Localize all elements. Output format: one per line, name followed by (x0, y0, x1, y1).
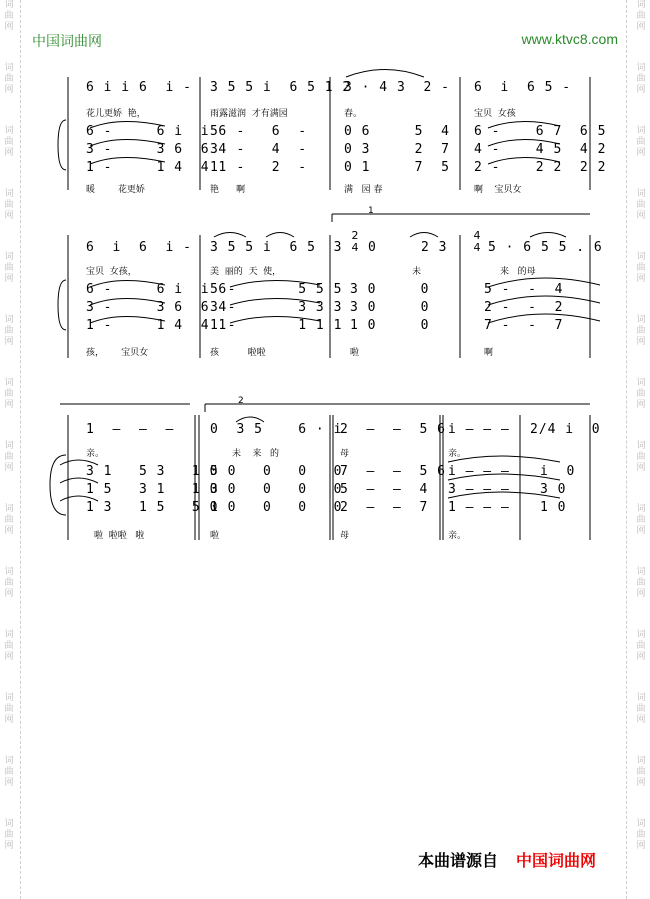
watermark-glyph: 网 (636, 400, 646, 410)
site-name[interactable]: 中国词曲网 (32, 34, 102, 50)
watermark-glyph: 网 (4, 526, 14, 536)
source-site-link[interactable]: 中国词曲网 (516, 851, 597, 870)
source-credit (418, 848, 596, 871)
watermark-glyph: 词 (636, 756, 646, 766)
chord-mid-4: 4 - 4 5 4 2 (474, 142, 607, 157)
watermark-gap (635, 789, 647, 819)
watermark-glyph: 网 (4, 22, 14, 32)
chord-top-10: 5 0 0 0 0 (210, 464, 343, 479)
watermark-glyph: 词 (4, 252, 14, 262)
watermark-glyph: 曲 (636, 452, 646, 462)
watermark-glyph: 网 (4, 400, 14, 410)
watermark-glyph: 曲 (636, 515, 646, 525)
watermark-glyph: 网 (4, 274, 14, 284)
watermark-gap (635, 600, 647, 630)
watermark-glyph: 网 (636, 274, 646, 284)
watermark-glyph: 网 (4, 463, 14, 473)
watermark-glyph: 词 (4, 315, 14, 325)
watermark-glyph: 曲 (636, 830, 646, 840)
watermark-glyph: 词 (4, 504, 14, 514)
melody-measure-8: 5 · 6 5 5 . 6 (488, 240, 603, 255)
watermark-gap (635, 852, 647, 882)
lyrics-measure-9: 亲。 (86, 449, 105, 459)
lyrics-measure-1: 花儿更娇 艳， (86, 109, 146, 119)
watermark-glyph: 网 (4, 85, 14, 95)
watermark-glyph: 曲 (4, 704, 14, 714)
chord-bot-4: 2 - 2 2 2 2 (474, 160, 607, 175)
lyrics2-measure-4: 啊 宝贝女 (474, 185, 522, 195)
chord-bot-1: 1 - 1 4 4 1 (86, 160, 228, 175)
watermark-glyph: 曲 (4, 389, 14, 399)
chord-bot-8: 7 - - 7 (484, 318, 564, 333)
watermark-glyph: 曲 (4, 137, 14, 147)
lyrics-measure-12: 亲。 (448, 449, 467, 459)
chord-bot-2: 1 - 2 - (210, 160, 308, 175)
chord-bot-3: 0 1 7 5 (344, 160, 450, 175)
melody-measure-3: 3 · 4 3 2 - (344, 80, 450, 95)
watermark-glyph: 网 (636, 337, 646, 347)
watermark-glyph: 词 (636, 63, 646, 73)
time-sig-denominator: 4 (473, 241, 481, 254)
chord-bot-5: 1 - 1 4 4 1 (86, 318, 228, 333)
watermark-glyph: 词 (4, 819, 14, 829)
watermark-glyph: 网 (4, 715, 14, 725)
chord-mid-10: 3 0 0 0 0 (210, 482, 343, 497)
watermark-glyph: 网 (4, 652, 14, 662)
watermark-gap (3, 789, 15, 819)
chord-mid-2: 3 - 4 - (210, 142, 308, 157)
watermark-glyph: 曲 (636, 389, 646, 399)
watermark-glyph: 曲 (636, 326, 646, 336)
watermark-gap (3, 726, 15, 756)
watermark-glyph: 网 (4, 589, 14, 599)
chord-top-11: 7 — — 5 6 (340, 464, 446, 479)
melody-measure-1: 6 i i 6 i - (86, 80, 192, 95)
chord-top-4: 6 - 6 7 6 5 (474, 124, 607, 139)
score-system-1 (0, 0, 650, 200)
watermark-glyph: 网 (636, 211, 646, 221)
chord-bot-9: 1 3 1 5 5 0 (86, 500, 219, 515)
watermark-glyph: 词 (4, 189, 14, 199)
lyrics-measure-8: 来 的母 (500, 267, 536, 277)
chord-bot-7: 1 0 0 (350, 318, 430, 333)
site-url[interactable]: www.ktvc8.com (521, 31, 618, 47)
chord-mid-1: 3 - 3 6 6 4 (86, 142, 228, 157)
chord-top-13: i 0 (540, 464, 576, 479)
time-sig-numerator: 2 (351, 229, 359, 242)
watermark-glyph: 网 (4, 337, 14, 347)
chord-mid-9: 1 5 3 1 1 0 (86, 482, 219, 497)
time-sig-numerator: 4 (473, 229, 481, 242)
lyrics-measure-3: 春。 (344, 109, 363, 119)
chord-mid-7: 3 0 0 (350, 300, 430, 315)
chord-mid-3: 0 3 2 7 (344, 142, 450, 157)
watermark-glyph: 词 (4, 693, 14, 703)
watermark-glyph: 词 (4, 63, 14, 73)
chord-top-5: 6 - 6 i i 6 (86, 282, 228, 297)
lyrics-measure-7: 未 (412, 267, 422, 277)
chord-bot-13: 1 0 (540, 500, 567, 515)
watermark-glyph: 词 (636, 630, 646, 640)
lyrics2-measure-12: 亲。 (448, 531, 467, 541)
watermark-glyph: 词 (4, 630, 14, 640)
watermark-glyph: 曲 (4, 326, 14, 336)
watermark-gap (3, 600, 15, 630)
watermark-glyph: 曲 (4, 767, 14, 777)
watermark-gap (3, 852, 15, 882)
watermark-glyph: 网 (636, 589, 646, 599)
watermark-glyph: 曲 (4, 515, 14, 525)
chord-bot-10: 1 0 0 0 0 (210, 500, 343, 515)
watermark-glyph: 网 (636, 778, 646, 788)
chord-mid-6: 3 - 3 3 3 (210, 300, 343, 315)
lyrics-measure-4: 宝贝 女孩 (474, 109, 516, 119)
watermark-glyph: 词 (4, 756, 14, 766)
melody-measure-12: i — — — (448, 422, 510, 437)
watermark-glyph: 曲 (4, 200, 14, 210)
watermark-glyph: 词 (636, 693, 646, 703)
lyrics2-measure-2: 艳 啊 (210, 185, 246, 195)
time-sig-denominator: 4 (351, 241, 359, 254)
chord-top-2: 5 - 6 - (210, 124, 308, 139)
watermark-glyph: 曲 (4, 11, 14, 21)
lyrics2-measure-6: 孩 啦啦 (210, 348, 266, 358)
chord-top-7: 3 0 0 (350, 282, 430, 297)
watermark-glyph: 网 (636, 652, 646, 662)
lyrics-measure-6: 美 丽的 天 使， (210, 267, 282, 277)
volta-2-label: 2 (238, 396, 244, 406)
melody-measure-13: 2/4 i 0 (530, 422, 601, 437)
chord-top-1: 6 - 6 i i 6 (86, 124, 228, 139)
chord-top-8: 5 - - 4 (484, 282, 564, 297)
chord-bot-12: 1 — — — (448, 500, 510, 515)
watermark-glyph: 曲 (636, 263, 646, 273)
watermark-glyph: 词 (4, 0, 14, 10)
chord-top-6: 5 - 5 5 5 (210, 282, 343, 297)
watermark-glyph: 曲 (4, 578, 14, 588)
chord-bot-6: 1 - 1 1 1 (210, 318, 343, 333)
chord-mid-11: 5 — — 4 (340, 482, 429, 497)
watermark-glyph: 词 (636, 378, 646, 388)
lyrics-measure-2: 雨露滋润 才有满园 (210, 109, 288, 119)
watermark-glyph: 曲 (4, 452, 14, 462)
watermark-glyph: 网 (636, 526, 646, 536)
watermark-glyph: 词 (636, 567, 646, 577)
melody-measure-10: 0 3 5 6 · i (210, 422, 343, 437)
watermark-glyph: 曲 (4, 641, 14, 651)
chord-top-12: i — — — (448, 464, 510, 479)
watermark-glyph: 网 (636, 463, 646, 473)
chord-mid-5: 3 - 3 6 6 4 (86, 300, 228, 315)
watermark-glyph: 曲 (636, 578, 646, 588)
lyrics-measure-11: 母 (340, 449, 350, 459)
lyrics2-measure-1: 暖 花更娇 (86, 185, 145, 195)
chord-bot-11: 2 — — 7 (340, 500, 429, 515)
watermark-glyph: 网 (4, 778, 14, 788)
melody-measure-9: 1 — — — (86, 422, 175, 437)
melody-measure-5: 6 i 6 i - (86, 240, 192, 255)
lyrics2-measure-5: 孩， 宝贝女 (86, 348, 149, 358)
melody-measure-4: 6 i 6 5 - (474, 80, 572, 95)
chord-mid-8: 2 - - 2 (484, 300, 564, 315)
watermark-glyph: 词 (636, 504, 646, 514)
watermark-gap (3, 663, 15, 693)
volta-1-label: 1 (368, 206, 374, 216)
watermark-glyph: 词 (636, 315, 646, 325)
watermark-gap (635, 726, 647, 756)
watermark-glyph: 曲 (636, 767, 646, 777)
lyrics2-measure-3: 满 园 春 (344, 185, 383, 195)
watermark-glyph: 曲 (636, 641, 646, 651)
watermark-gap (635, 663, 647, 693)
watermark-glyph: 曲 (4, 830, 14, 840)
time-signature-2-4 (350, 230, 360, 254)
lyrics2-measure-8: 啊 (484, 348, 494, 358)
watermark-glyph: 网 (4, 211, 14, 221)
lyrics-measure-5: 宝贝 女孩， (86, 267, 137, 277)
watermark-glyph: 曲 (4, 263, 14, 273)
lyrics2-measure-7: 啦 (350, 348, 360, 358)
watermark-glyph: 网 (636, 148, 646, 158)
lyrics2-measure-10: 啦 (210, 531, 220, 541)
time-signature-4-4 (472, 230, 482, 254)
lyrics2-measure-11: 母 (340, 531, 350, 541)
watermark-glyph: 曲 (636, 11, 646, 21)
watermark-glyph: 词 (4, 441, 14, 451)
lyrics-measure-10: 未 来 的 (232, 449, 280, 459)
chord-mid-13: 3 0 (540, 482, 567, 497)
watermark-glyph: 网 (636, 841, 646, 851)
melody-measure-11: 2 — — 5 6 (340, 422, 446, 437)
lyrics2-measure-9: 啦 啦啦 啦 (94, 531, 145, 541)
melody-measure-6: 3 5 5 i 6 5 3 (210, 240, 343, 255)
watermark-glyph: 曲 (4, 74, 14, 84)
score-system-3 (0, 390, 650, 550)
score-system-2 (0, 200, 650, 370)
chord-top-3: 0 6 5 4 (344, 124, 450, 139)
watermark-glyph: 网 (4, 841, 14, 851)
watermark-glyph: 词 (636, 441, 646, 451)
watermark-glyph: 曲 (636, 200, 646, 210)
watermark-glyph: 词 (636, 0, 646, 10)
watermark-glyph: 网 (636, 85, 646, 95)
watermark-glyph: 曲 (636, 137, 646, 147)
watermark-glyph: 网 (636, 715, 646, 725)
melody-measure-2: 3 5 5 i 6 5 1 2 (210, 80, 352, 95)
watermark-glyph: 词 (636, 126, 646, 136)
watermark-glyph: 曲 (636, 704, 646, 714)
watermark-glyph: 网 (4, 148, 14, 158)
watermark-glyph: 词 (4, 378, 14, 388)
watermark-glyph: 词 (636, 819, 646, 829)
chord-top-9: 3 1 5 3 1 0 (86, 464, 219, 479)
chord-mid-12: 3 — — — (448, 482, 510, 497)
melody-measure-7: 0 2 3 (368, 240, 448, 255)
watermark-glyph: 词 (636, 189, 646, 199)
watermark-glyph: 网 (636, 22, 646, 32)
source-label: 本曲谱源自 (418, 851, 499, 870)
watermark-glyph: 词 (4, 126, 14, 136)
watermark-glyph: 词 (4, 567, 14, 577)
watermark-glyph: 曲 (636, 74, 646, 84)
watermark-glyph: 词 (636, 252, 646, 262)
